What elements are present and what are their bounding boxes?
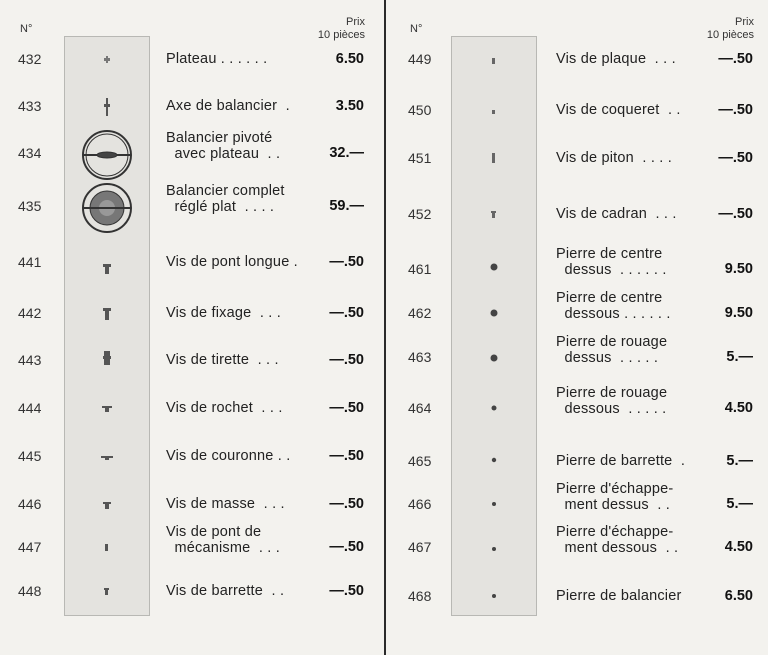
item-number: 434 [18,145,42,161]
price-column-header [290,16,365,42]
item-price: 59.— [329,198,364,214]
item-price: —.50 [329,352,364,368]
item-number: 468 [408,588,432,604]
item-number: 449 [408,51,432,67]
plateau-icon [104,56,110,63]
item-label: Pierre de centre dessous . . . . . . [556,290,671,322]
item-price: —.50 [329,254,364,270]
item-price: 3.50 [335,98,364,114]
item-number: 441 [18,254,42,270]
item-label: Vis de masse . . . [166,496,285,512]
item-number: 443 [18,352,42,368]
item-number: 444 [18,400,42,416]
screw-icon [101,264,113,595]
item-label: Balancier pivoté avec plateau . . [166,130,281,162]
item-label: Vis de barrette . . [166,583,285,599]
item-price: 5.— [726,349,753,365]
item-label: Pierre de rouage dessous . . . . . [556,385,668,417]
item-number: 435 [18,198,42,214]
item-label: Vis de fixage . . . [166,305,281,321]
parts-illustration [451,36,537,616]
item-number: 448 [18,583,42,599]
jewel-icon [491,264,498,599]
item-number: 433 [18,98,42,114]
price-header-line2: 10 pièces [706,29,754,41]
item-label: Axe de balancier . [166,98,290,114]
price-column-header [679,16,754,42]
number-column-header: N° [20,23,33,35]
balance-wheel-icon [83,131,131,179]
item-price: 4.50 [724,539,753,555]
item-price: 9.50 [724,261,753,277]
item-number: 451 [408,150,432,166]
item-label: Vis de plaque . . . [556,51,676,67]
complete-balance-icon [83,184,131,232]
item-number: 466 [408,496,432,512]
item-price: —.50 [718,102,753,118]
item-number: 461 [408,261,432,277]
item-number: 467 [408,539,432,555]
item-number: 446 [18,496,42,512]
item-label: Vis de couronne . . [166,448,291,464]
item-label: Pierre d'échappe- ment dessous . . [556,524,679,556]
price-header-line1: Prix [735,16,754,28]
item-label: Pierre de barrette . [556,453,686,469]
price-header-line2: 10 pièces [317,29,365,41]
item-label: Vis de cadran . . . [556,206,677,222]
item-price: —.50 [329,583,364,599]
small-screw-icon [491,58,496,218]
item-label: Vis de rochet . . . [166,400,283,416]
item-number: 445 [18,448,42,464]
item-price: 4.50 [724,400,753,416]
item-price: 9.50 [724,305,753,321]
item-price: 5.— [726,453,753,469]
item-price: —.50 [329,400,364,416]
item-price: 32.— [329,145,364,161]
item-price: 6.50 [724,588,753,604]
item-number: 452 [408,206,432,222]
item-price: —.50 [329,496,364,512]
item-price: —.50 [329,305,364,321]
balance-staff-icon [104,98,110,116]
item-price: —.50 [718,206,753,222]
item-price: 6.50 [335,51,364,67]
price-header-line1: Prix [346,16,365,28]
item-label: Plateau . . . . . . [166,51,268,67]
right-page [386,0,768,655]
item-label: Pierre de centre dessus . . . . . . [556,246,667,278]
item-number: 447 [18,539,42,555]
item-number: 450 [408,102,432,118]
item-price: —.50 [718,150,753,166]
item-label: Vis de pont de mécanisme . . . [166,524,280,556]
number-column-header: N° [410,23,423,35]
item-price: —.50 [718,51,753,67]
item-label: Vis de tirette . . . [166,352,279,368]
item-label: Pierre de balancier [556,588,682,604]
parts-illustration [64,36,150,616]
item-number: 462 [408,305,432,321]
item-label: Pierre de rouage dessus . . . . . [556,334,668,366]
item-label: Pierre d'échappe- ment dessus . . [556,481,674,513]
item-number: 442 [18,305,42,321]
item-number: 463 [408,349,432,365]
item-number: 464 [408,400,432,416]
item-price: 5.— [726,496,753,512]
item-price: —.50 [329,539,364,555]
item-label: Vis de pont longue . [166,254,298,270]
item-price: —.50 [329,448,364,464]
item-label: Balancier complet réglé plat . . . . [166,183,285,215]
item-number: 465 [408,453,432,469]
item-number: 432 [18,51,42,67]
item-label: Vis de coqueret . . [556,102,681,118]
item-label: Vis de piton . . . . [556,150,672,166]
